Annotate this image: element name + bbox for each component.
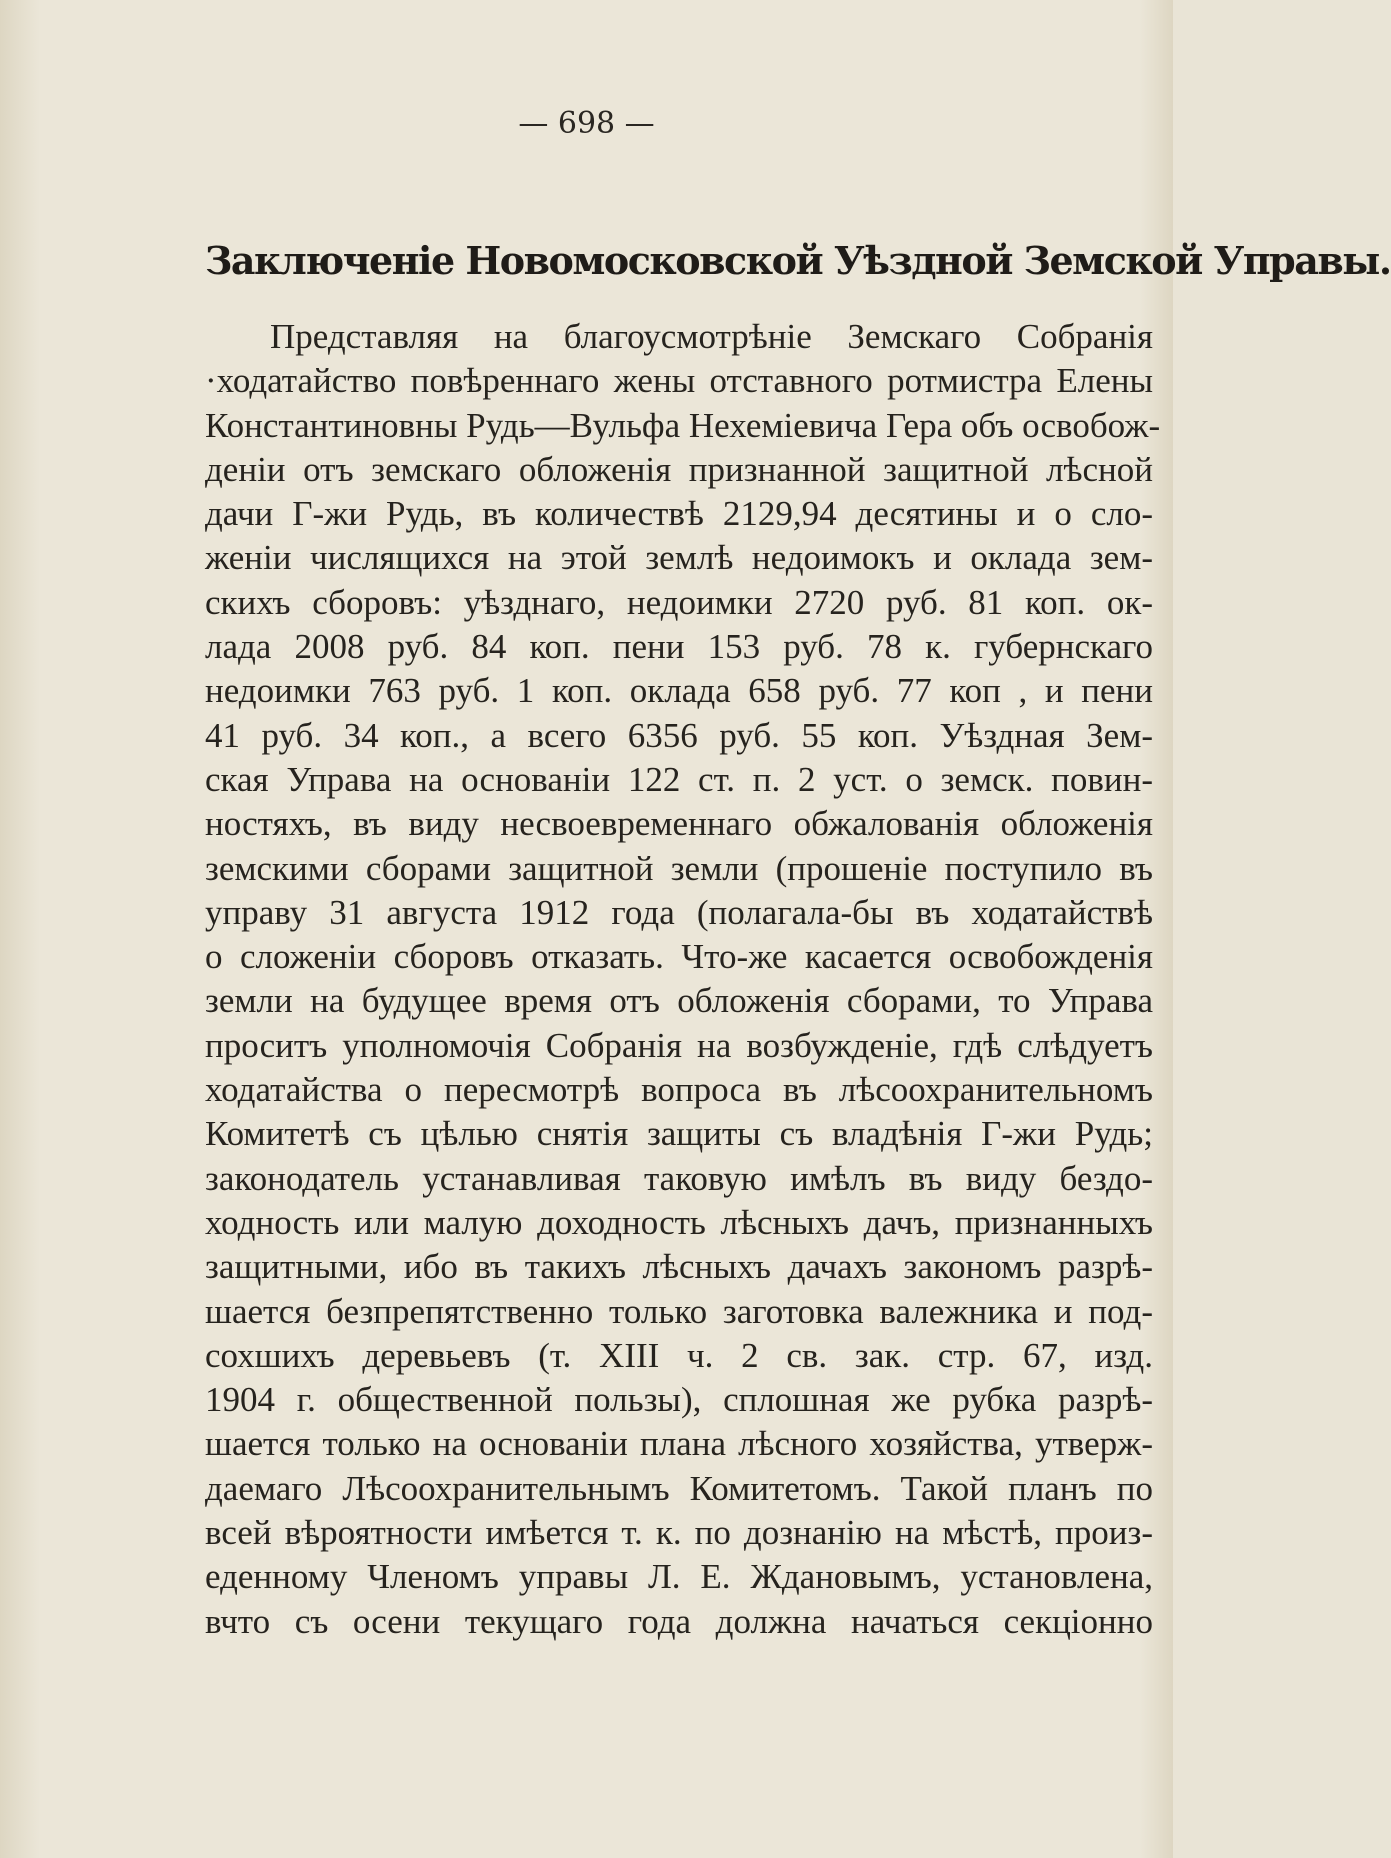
text-line: Представляя на благоусмотрѣніе Земскаго Собранія (270, 317, 1153, 356)
text-line: земскими сборами защитной земли (прошеніе поступило въ (205, 848, 1153, 888)
text-line: ходатайства о пересмотрѣ вопроса въ лѣсоохранительномъ (205, 1070, 1153, 1110)
text-line: законодатель устанавливая таковую имѣлъ въ виду бездо- (205, 1158, 1153, 1198)
text-line: скихъ сборовъ: уѣзднаго, недоимки 2720 руб. 81 коп. ок- (205, 582, 1153, 622)
text-line: Комитетѣ съ цѣлью снятія защиты съ владѣнія Г-жи Рудь; (205, 1114, 1153, 1154)
text-line: земли на будущее время отъ обложенія сборами, то Управа (205, 981, 1153, 1021)
text-line: ·ходатайство повѣреннаго жены отставного ротмистра Елены (205, 361, 1153, 401)
text-line: Константиновны Рудь—Вульфа Нехеміевича Гера объ освобож- (205, 405, 1161, 445)
text-line: дачи Г-жи Рудь, въ количествѣ 2129,94 десятины и о сло- (205, 494, 1153, 534)
section-heading: Заключеніе Новомосковской Уѣздной Земской Управы. (205, 238, 1391, 283)
page-number: — 698 — (518, 106, 655, 141)
text-line: шается безпрепятственно только заготовка валежника и под- (205, 1291, 1153, 1331)
text-line: деніи отъ земскаго обложенія признанной защитной лѣсной (205, 449, 1153, 489)
text-line: ностяхъ, въ виду несвоевременнаго обжалованія обложенія (205, 804, 1153, 844)
text-line: 1904 г. общественной пользы), сплошная же рубка разрѣ- (205, 1380, 1153, 1420)
text-line: лада 2008 руб. 84 коп. пени 153 руб. 78 к. губернскаго (205, 627, 1153, 667)
text-line: еденному Членомъ управы Л. Е. Ждановымъ, установлена, (205, 1557, 1153, 1597)
text-line: недоимки 763 руб. 1 коп. оклада 658 руб. 77 коп , и пени (205, 671, 1153, 711)
text-line: защитными, ибо въ такихъ лѣсныхъ дачахъ закономъ разрѣ- (205, 1247, 1153, 1287)
text-line: 41 руб. 34 коп., а всего 6356 руб. 55 коп. Уѣздная Зем- (205, 715, 1153, 755)
text-line: вчто съ осени текущаго года должна начаться секціонно (205, 1601, 1153, 1641)
text-line: всей вѣроятности имѣется т. к. по дознанію на мѣстѣ, произ- (205, 1513, 1153, 1553)
body-paragraph (205, 315, 1161, 1644)
text-line: о сложеніи сборовъ отказать. Что-же касается освобожденія (205, 937, 1153, 977)
text-line: даемаго Лѣсоохранительнымъ Комитетомъ. Такой планъ по (205, 1468, 1153, 1508)
text-line: ходность или малую доходность лѣсныхъ дачъ, признанныхъ (205, 1202, 1153, 1242)
text-line: сохшихъ деревьевъ (т. XIII ч. 2 св. зак. стр. 67, изд. (205, 1335, 1153, 1375)
text-line: женіи числящихся на этой землѣ недоимокъ и оклада зем- (205, 538, 1153, 578)
text-line: шается только на основаніи плана лѣсного хозяйства, утверж- (205, 1424, 1153, 1464)
text-line: проситъ уполномочія Собранія на возбужденіе, гдѣ слѣдуетъ (205, 1025, 1153, 1065)
text-line: управу 31 августа 1912 года (полагала-бы въ ходатайствѣ (205, 892, 1153, 932)
text-line: ская Управа на основаніи 122 ст. п. 2 уст. о земск. повин- (205, 759, 1153, 799)
